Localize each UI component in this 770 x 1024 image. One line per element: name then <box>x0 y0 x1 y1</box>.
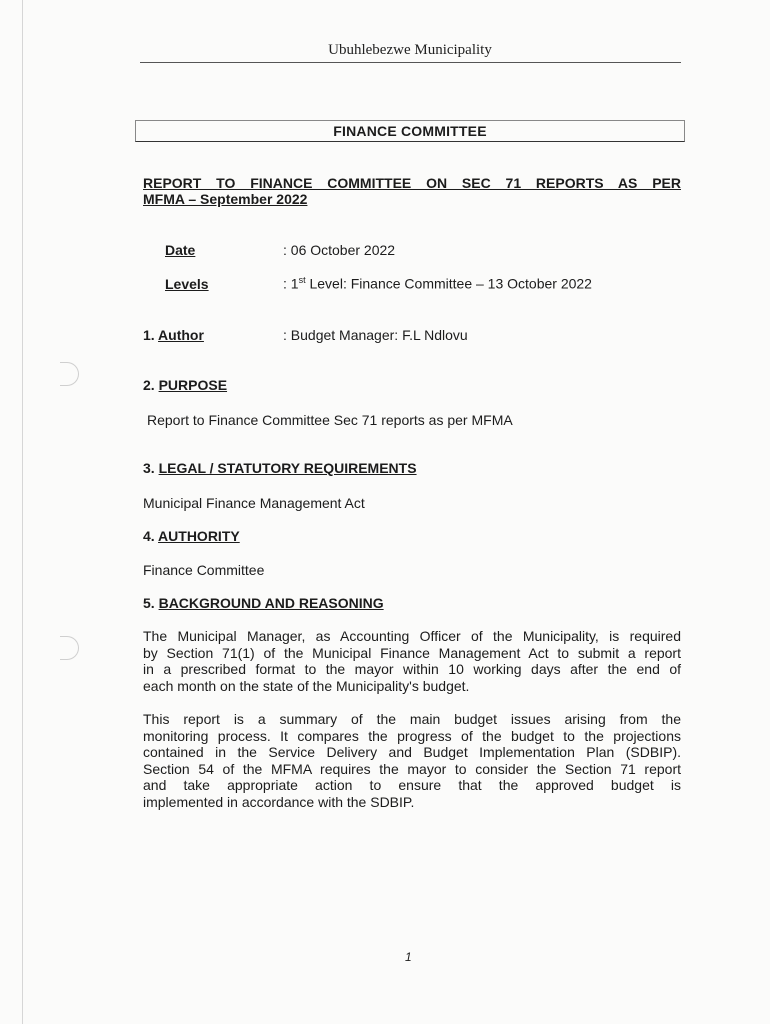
legal-number: 3. <box>143 460 159 476</box>
background-paragraph-1 <box>143 628 681 694</box>
paragraph-line: implemented in accordance with the SDBIP. <box>143 793 415 810</box>
levels-rest: Level: Finance Committee – 13 October 2022 <box>305 275 592 292</box>
header-municipality: Ubuhlebezwe Municipality <box>328 42 492 58</box>
paragraph-line: each month on the state of the Municipality's budget. <box>143 677 470 694</box>
paragraph-line: Section 54 of the MFMA requires the mayor to consider the Section 71 report <box>143 760 681 777</box>
page-number: 1 <box>405 950 412 964</box>
paragraph-line: This report is a summary of the main budget issues arising from the <box>143 711 681 727</box>
date-label: Date <box>165 242 196 258</box>
header-rule <box>140 62 681 63</box>
paragraph-line: The Municipal Manager, as Accounting Officer of the Municipality, is required <box>143 628 681 644</box>
legal-title: LEGAL / STATUTORY REQUIREMENTS <box>158 460 417 476</box>
authority-number: 4. <box>143 528 159 544</box>
levels-label: Levels <box>165 276 209 292</box>
committee-title-box <box>135 120 685 142</box>
paragraph-line: contained in the Service Delivery and Budget Implementation Plan (SDBIP). <box>143 744 681 760</box>
paragraph-line: by Section 71(1) of the Municipal Finance Management Act to submit a report <box>143 644 681 661</box>
purpose-title: PURPOSE <box>158 377 228 393</box>
report-title <box>143 175 681 207</box>
purpose-heading <box>143 377 227 393</box>
legal-body: Municipal Finance Management Act <box>143 495 365 511</box>
background-heading <box>143 595 384 611</box>
authority-heading <box>143 528 240 544</box>
authority-title: AUTHORITY <box>158 528 240 544</box>
date-value: : 06 October 2022 <box>283 242 396 258</box>
purpose-body: Report to Finance Committee Sec 71 reports as per MFMA <box>147 412 513 428</box>
paragraph-line: and take appropriate action to ensure that the approved budget is <box>143 777 681 793</box>
author-title: Author <box>158 327 204 343</box>
legal-heading <box>143 460 417 476</box>
punch-hole-bottom <box>60 636 79 660</box>
background-number: 5. <box>143 595 159 611</box>
scan-edge <box>22 0 23 1024</box>
author-number: 1. <box>143 327 159 343</box>
background-paragraph-2 <box>143 711 681 810</box>
paragraph-line: monitoring process. It compares the progress of the budget to the projections <box>143 727 681 744</box>
levels-superscript: st <box>298 275 306 285</box>
paragraph-line: in a prescribed format to the mayor within 10 working days after the end of <box>143 661 681 677</box>
levels-prefix: : 1 <box>283 275 299 292</box>
levels-value <box>283 275 592 292</box>
background-title: BACKGROUND AND REASONING <box>158 595 384 611</box>
author-value: : Budget Manager: F.L Ndlovu <box>283 327 468 343</box>
report-title-line2: MFMA – September 2022 <box>143 191 308 207</box>
author-heading <box>143 327 204 343</box>
punch-hole-top <box>60 362 79 386</box>
authority-body: Finance Committee <box>143 562 265 578</box>
purpose-number: 2. <box>143 377 159 393</box>
report-title-line1: REPORT TO FINANCE COMMITTEE ON SEC 71 REPORTS AS PER <box>143 175 681 191</box>
committee-title: FINANCE COMMITTEE <box>333 123 487 139</box>
